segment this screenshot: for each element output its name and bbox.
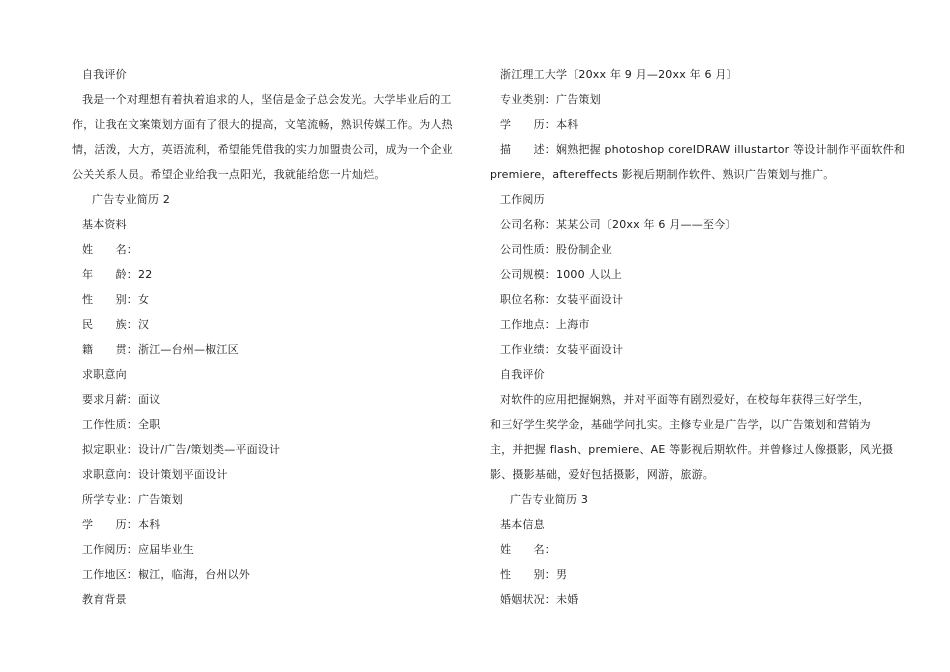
field-position: 职位名称：女装平面设计	[500, 293, 624, 306]
education-heading: 教育背景	[82, 593, 127, 606]
self-eval-line: 对软件的应用把握娴熟，并对平面等有剧烈爱好，在校每年获得三好学生，	[500, 393, 870, 406]
field-work-region: 工作地区：椒江，临海，台州以外	[82, 568, 250, 581]
field-job-intent: 求职意向：设计策划平面设计	[82, 468, 228, 481]
field-job-type: 工作性质：全职	[82, 418, 161, 431]
field-age: 年 龄：22	[82, 268, 153, 281]
field-major: 所学专业：广告策划	[82, 493, 183, 506]
basic-info-heading: 基本信息	[500, 518, 545, 531]
field-name: 姓 名：	[82, 243, 138, 256]
self-eval-line: 公关关系人员。希望企业给我一点阳光，我就能给您一片灿烂。	[72, 168, 386, 181]
field-target-career: 拟定职业：设计/广告/策划类—平面设计	[82, 443, 281, 456]
field-work-location: 工作地点：上海市	[500, 318, 590, 331]
basic-info-heading: 基本资料	[82, 218, 127, 231]
field-experience: 工作阅历：应届毕业生	[82, 543, 194, 556]
work-experience-heading: 工作阅历	[500, 193, 545, 206]
school-line: 浙江理工大学〔20xx 年 9 月—20xx 年 6 月〕	[500, 68, 738, 81]
resume-2-title: 广告专业简历 2	[92, 193, 171, 206]
self-eval-line: 情，活泼，大方，英语流利，希望能凭借我的实力加盟贵公司，成为一个企业	[72, 143, 453, 156]
field-native-place: 籍 贯：浙江—台州—椒江区	[82, 343, 239, 356]
self-eval-line: 和三好学生奖学金，基础学问扎实。主修专业是广告学，以广告策划和营销为	[490, 418, 871, 431]
field-major-category: 专业类别：广告策划	[500, 93, 601, 106]
field-degree: 学 历：本科	[500, 118, 579, 131]
self-eval-heading: 自我评价	[500, 368, 545, 381]
self-eval-line: 作，让我在文案策划方面有了很大的提高，文笔流畅，熟识传媒工作。为人热	[72, 118, 453, 131]
field-name: 姓 名：	[500, 543, 556, 556]
field-company-size: 公司规模：1000 人以上	[500, 268, 623, 281]
field-achievement: 工作业绩：女装平面设计	[500, 343, 624, 356]
description-line: premiere，aftereffects 影视后期制作软件、熟识广告策划与推广。	[490, 168, 835, 181]
self-eval-heading: 自我评价	[82, 68, 127, 81]
field-salary: 要求月薪：面议	[82, 393, 161, 406]
field-company-name: 公司名称：某某公司〔20xx 年 6 月——至今〕	[500, 218, 737, 231]
job-intent-heading: 求职意向	[82, 368, 127, 381]
field-company-nature: 公司性质：股份制企业	[500, 243, 612, 256]
resume-3-title: 广告专业简历 3	[510, 493, 589, 506]
description-line: 描 述：娴熟把握 photoshop coreIDRAW illustartor 等设计制作平面软件和	[500, 143, 906, 156]
field-gender: 性 别：女	[82, 293, 150, 306]
field-gender: 性 别：男	[500, 568, 568, 581]
self-eval-line: 主，并把握 flash、premiere、AE 等影视后期软件。并曾修过人像摄影，风光摄	[490, 443, 894, 456]
self-eval-line: 我是一个对理想有着执着追求的人，坚信是金子总会发光。大学毕业后的工	[82, 93, 452, 106]
field-marital-status: 婚姻状况：未婚	[500, 593, 579, 606]
field-degree: 学 历：本科	[82, 518, 161, 531]
field-ethnicity: 民 族：汉	[82, 318, 150, 331]
self-eval-line: 影、摄影基础，爱好包括摄影，网游，旅游。	[490, 468, 714, 481]
